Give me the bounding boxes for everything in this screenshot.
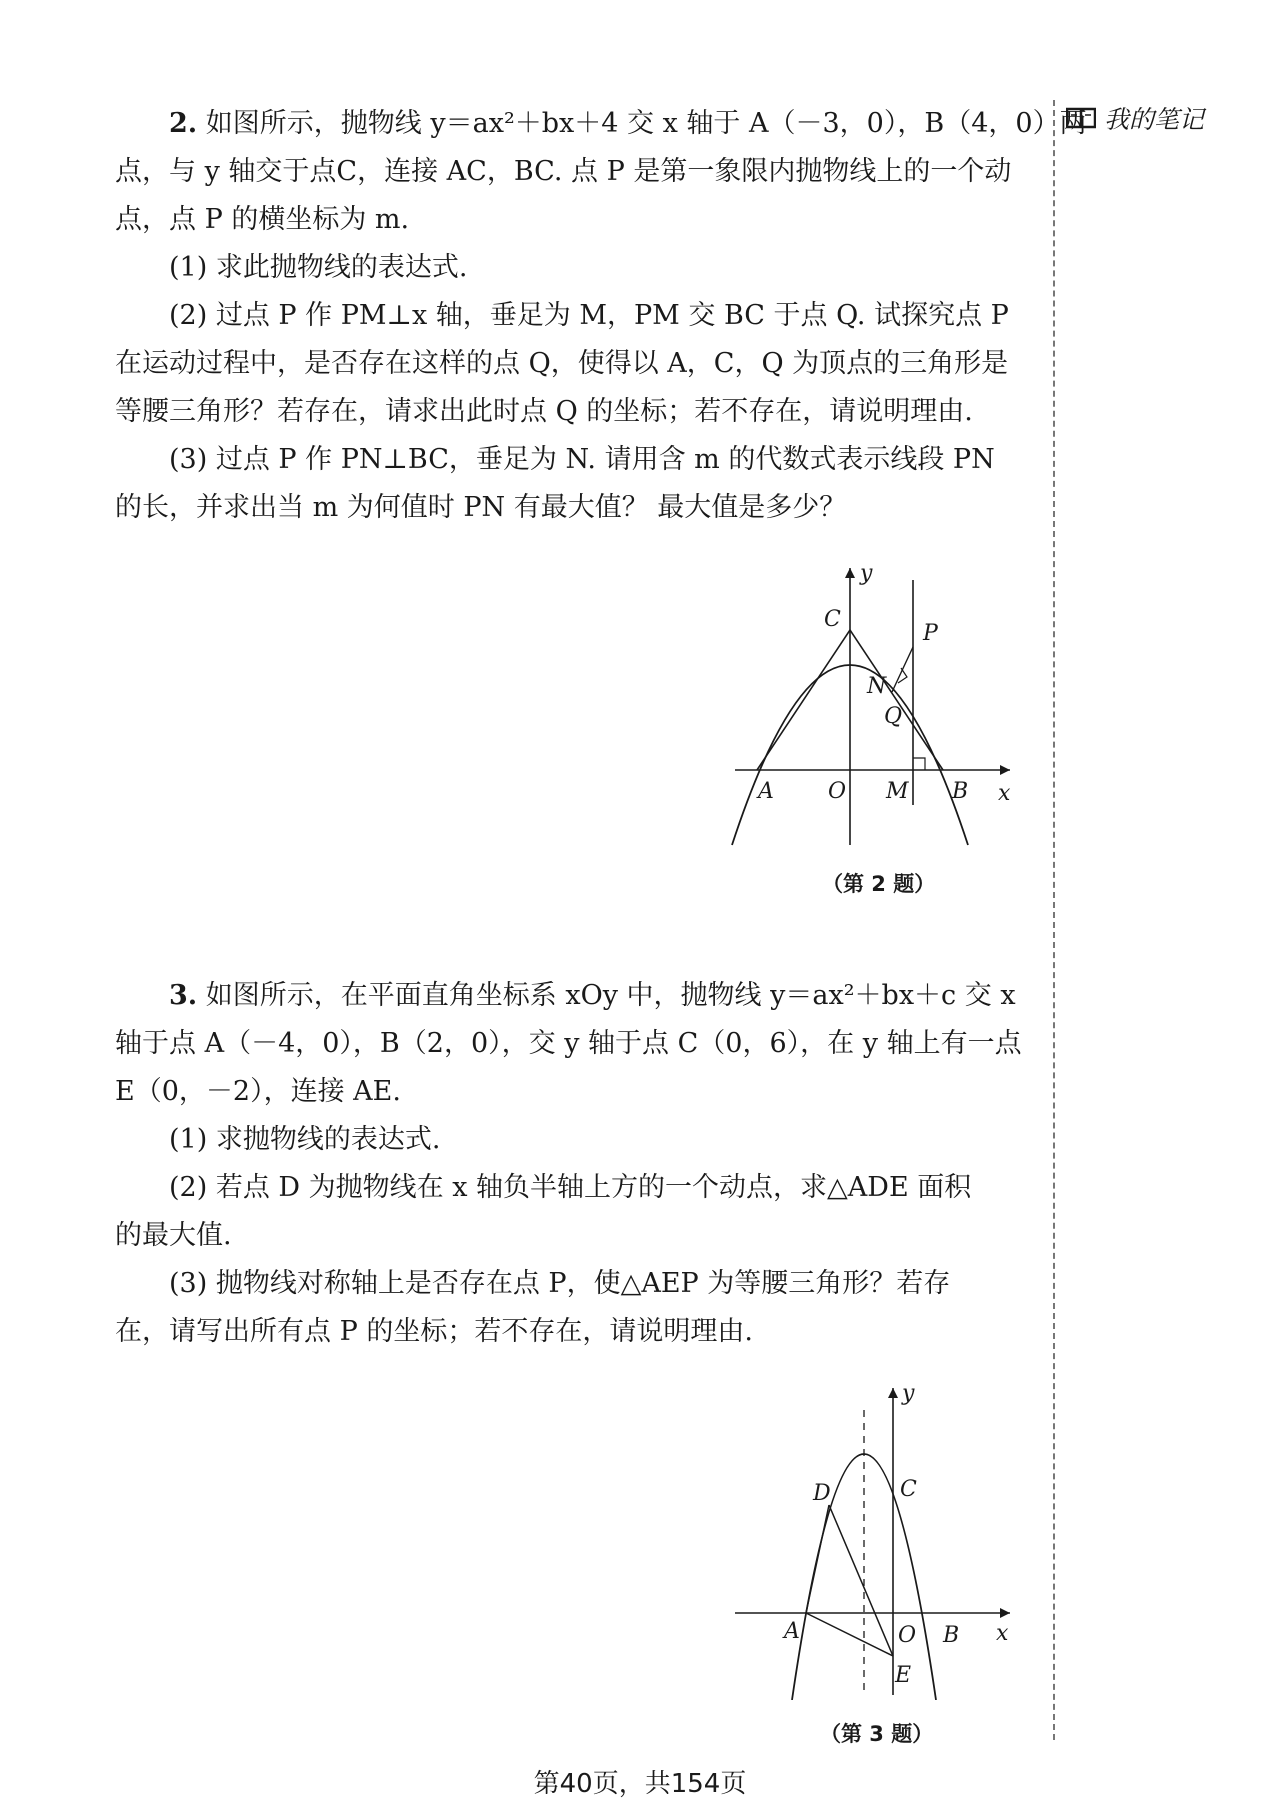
fig2-label-P: P <box>923 621 938 646</box>
problem-2-number: 2. <box>169 108 198 139</box>
problem-2-part-2-line-1: (2) 过点 P 作 PM⊥x 轴，垂足为 M，PM 交 BC 于点 Q. 试探究点 P <box>169 300 1009 331</box>
fig3-label-y: y <box>902 1381 915 1406</box>
fig3-label-B: B <box>943 1623 960 1648</box>
figure-2 <box>720 560 1020 850</box>
fig2-label-B: B <box>952 779 969 804</box>
fig2-label-O: O <box>828 779 847 804</box>
problem-2-part-2-line-2: 在运动过程中，是否存在这样的点 Q，使得以 A，C，Q 为顶点的三角形是 <box>115 348 1009 379</box>
problem-3-number: 3. <box>169 980 198 1011</box>
fig2-label-M: M <box>886 779 909 804</box>
page-number: 第40页，共154页 <box>533 1769 747 1799</box>
notes-label: 我的笔记 <box>1104 105 1205 134</box>
problem-3-line-2: 轴于点 A（－4，0），B（2，0），交 y 轴于点 C（0，6），在 y 轴上有一点 <box>115 1028 1022 1059</box>
problem-2-statement <box>115 100 1087 532</box>
fig3-label-O: O <box>898 1623 917 1648</box>
fig2-label-A: A <box>758 779 774 804</box>
fig3-label-A: A <box>784 1619 800 1644</box>
fig3-label-E: E <box>895 1663 912 1688</box>
fig3-label-C: C <box>900 1477 917 1502</box>
fig2-label-x: x <box>998 781 1011 806</box>
problem-3-part-3-line-1: (3) 抛物线对称轴上是否存在点 P，使△AEP 为等腰三角形？若存 <box>169 1268 951 1299</box>
problem-2-part-3-line-2: 的长，并求出当 m 为何值时 PN 有最大值？ 最大值是多少？ <box>115 492 847 523</box>
problem-2-part-2-line-3: 等腰三角形？若存在，请求出此时点 Q 的坐标；若不存在，请说明理由. <box>115 396 973 427</box>
problem-2-part-3-line-1: (3) 过点 P 作 PN⊥BC，垂足为 N. 请用含 m 的代数式表示线段 PN <box>169 444 995 475</box>
fig3-label-D: D <box>813 1481 831 1506</box>
problem-3-line-3: E（0，－2），连接 AE. <box>115 1076 401 1107</box>
problem-3-part-1: (1) 求抛物线的表达式. <box>169 1124 441 1155</box>
fig2-label-C: C <box>824 607 841 632</box>
problem-2-part-1: (1) 求此抛物线的表达式. <box>169 252 468 283</box>
problem-3-line-1: 如图所示，在平面直角坐标系 xOy 中，抛物线 y＝ax²＋bx＋c 交 x <box>205 980 1016 1011</box>
fig3-label-x: x <box>996 1621 1009 1646</box>
figure-2-caption: （第 2 题） <box>822 872 936 896</box>
problem-3-statement <box>115 972 1022 1356</box>
figure-3 <box>730 1380 1020 1700</box>
fig2-label-Q: Q <box>884 704 903 729</box>
figure-3-caption: （第 3 题） <box>820 1722 934 1746</box>
notes-divider <box>1053 100 1055 1740</box>
problem-2-line-1: 如图所示，抛物线 y＝ax²＋bx＋4 交 x 轴于 A（－3，0），B（4，0）两 <box>205 108 1087 139</box>
problem-2-line-3: 点，点 P 的横坐标为 m. <box>115 204 410 235</box>
problem-3-part-2-line-2: 的最大值. <box>115 1220 232 1251</box>
fig2-label-N: N <box>867 674 887 699</box>
problem-3-part-3-line-2: 在，请写出所有点 P 的坐标；若不存在，请说明理由. <box>115 1316 753 1347</box>
problem-2-line-2: 点，与 y 轴交于点C，连接 AC，BC. 点 P 是第一象限内抛物线上的一个动 <box>115 156 1012 187</box>
fig2-label-y: y <box>860 561 873 586</box>
problem-3-part-2-line-1: (2) 若点 D 为抛物线在 x 轴负半轴上方的一个动点，求△ADE 面积 <box>169 1172 972 1203</box>
my-notes-header <box>1066 100 1204 136</box>
